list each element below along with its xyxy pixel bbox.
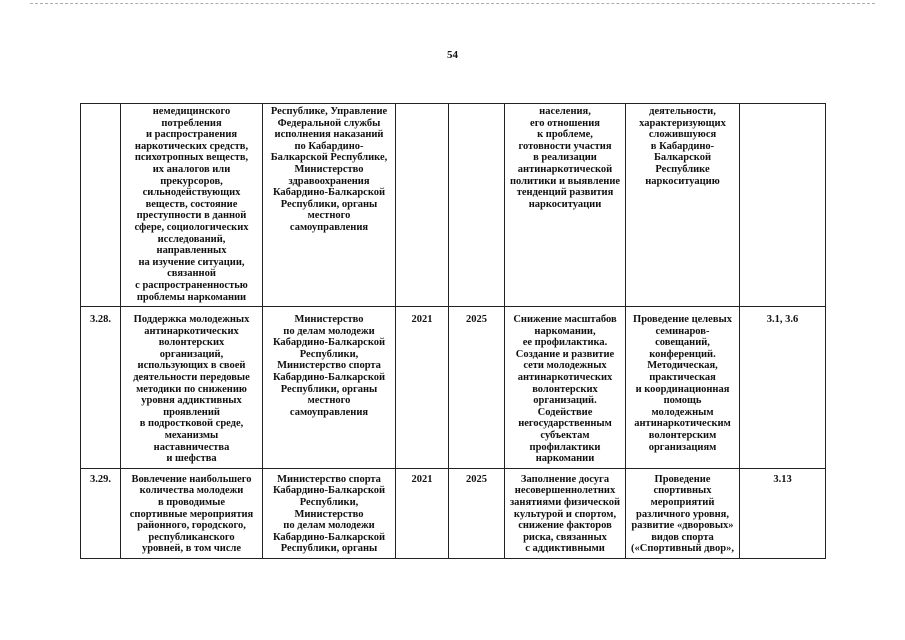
page-number: 54 — [447, 49, 458, 61]
responsible-executors: Республике, Управление Федеральной службы исполнения наказаний по Кабардино- Балкарской Республике, Министерство здравоохранения Кабардино-Балкарской Республики, органы местного самоуправления — [263, 104, 396, 307]
main-activities: Проведение спортивных мероприятий различного уровня, развитие «дворовых» видов спорта («Спортивный двор», — [626, 468, 740, 558]
related-indicators: 3.13 — [740, 468, 826, 558]
end-year: 2025 — [449, 468, 505, 558]
event-description: Вовлечение наибольшего количества молодежи в проводимые спортивные мероприятия районного, городского, республиканского уровней, в том числе — [121, 468, 263, 558]
start-year: 2021 — [396, 307, 449, 469]
event-description: немедицинского потребления и распространения наркотических средств, психотропных веществ, их аналогов или прекурсоров, сильнодействующих веществ, состояние преступности в данной сфере, социологических исследований, направленных на изучение ситуации, связанной с распространенностью проблемы наркомании — [121, 104, 263, 307]
related-indicators: 3.1, 3.6 — [740, 307, 826, 469]
main-activities: деятельности, характеризующих сложившуюся в Кабардино- Балкарской Республике наркоситуацию — [626, 104, 740, 307]
expected-result: Заполнение досуга несовершеннолетних занятиями физической культурой и спортом, снижение факторов риска, связанных с аддиктивными — [505, 468, 626, 558]
end-year: 2025 — [449, 307, 505, 469]
table-row — [81, 468, 826, 558]
program-measures-table — [80, 103, 826, 559]
main-activities: Проведение целевых семинаров- совещаний, конференций. Методическая, практическая и координационная помощь молодежным антинаркотическим волонтерским организациям — [626, 307, 740, 469]
responsible-executors: Министерство по делам молодежи Кабардино-Балкарской Республики, Министерство спорта Кабардино-Балкарской Республики, органы местного самоуправления — [263, 307, 396, 469]
table-row — [81, 104, 826, 307]
item-number: 3.28. — [81, 307, 121, 469]
scan-top-edge — [30, 3, 875, 6]
expected-result: Снижение масштабов наркомании, ее профилактика. Создание и развитие сети молодежных антинаркотических волонтерских организаций. Содействие негосударственным субъектам профилактики наркомании — [505, 307, 626, 469]
end-year — [449, 104, 505, 307]
table-row — [81, 307, 826, 469]
event-description: Поддержка молодежных антинаркотических волонтерских организаций, использующих в своей деятельности передовые методики по снижению уровня аддиктивных проявлений в подростковой среде, механизмы наставничества и шефства — [121, 307, 263, 469]
item-number — [81, 104, 121, 307]
expected-result: населения, его отношения к проблеме, готовности участия в реализации антинаркотической политики и выявление тенденций развития наркоситуации — [505, 104, 626, 307]
item-number: 3.29. — [81, 468, 121, 558]
responsible-executors: Министерство спорта Кабардино-Балкарской Республики, Министерство по делам молодежи Кабардино-Балкарской Республики, органы — [263, 468, 396, 558]
start-year: 2021 — [396, 468, 449, 558]
start-year — [396, 104, 449, 307]
related-indicators — [740, 104, 826, 307]
